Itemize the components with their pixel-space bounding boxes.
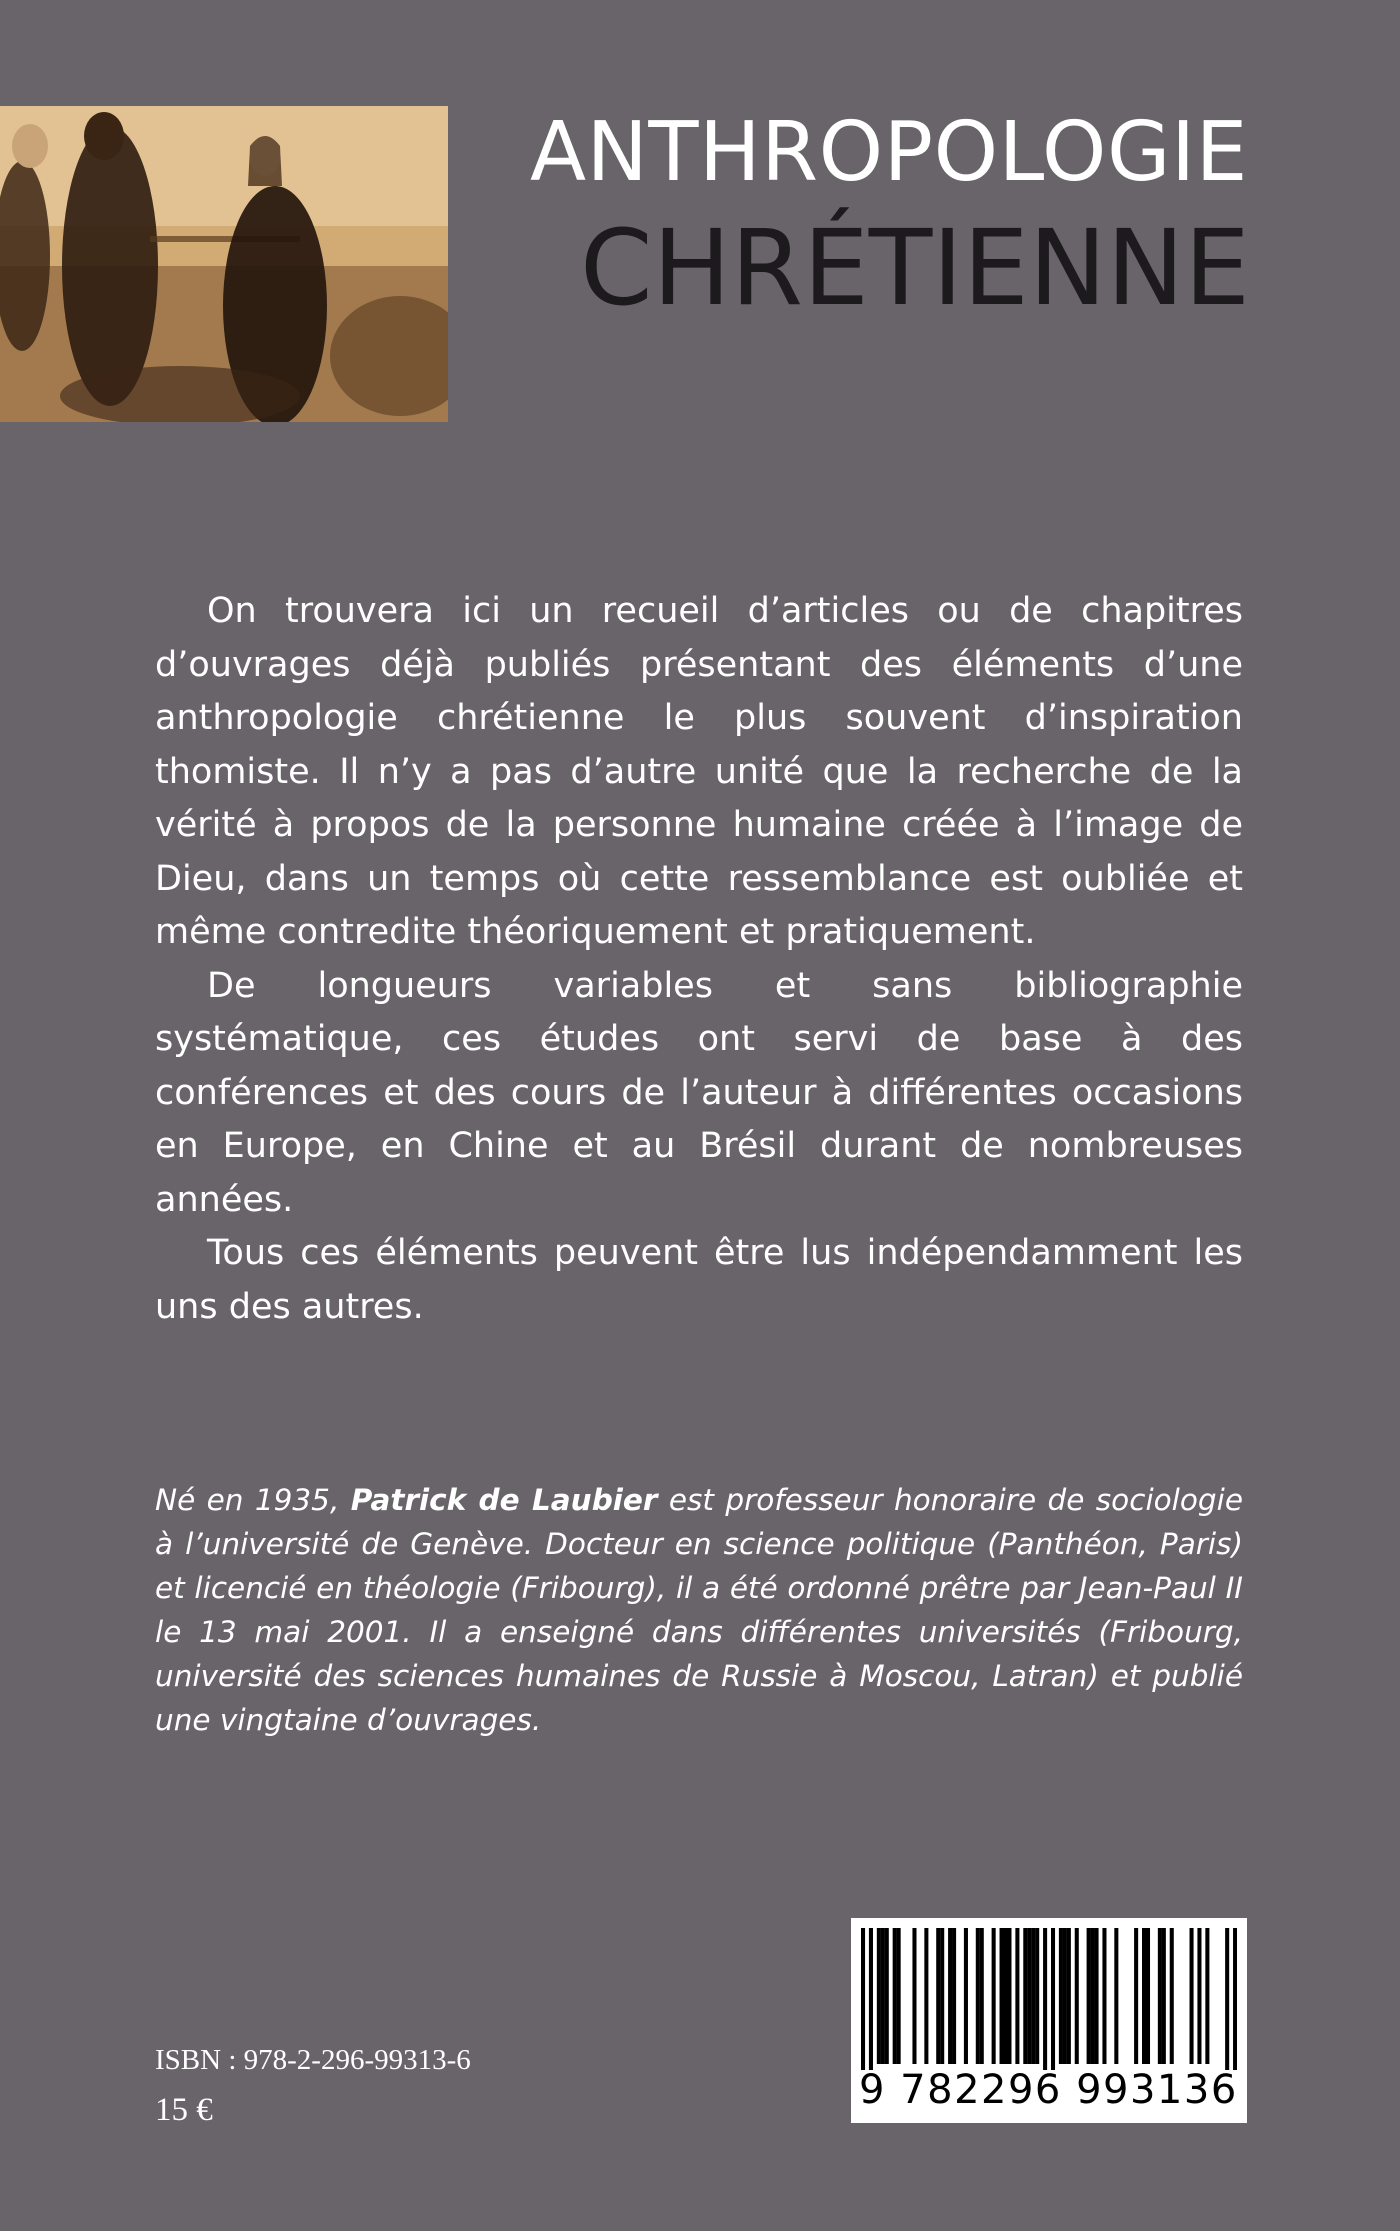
barcode-bar bbox=[1051, 1928, 1055, 2070]
barcode-bar bbox=[1075, 1928, 1079, 2064]
blurb-paragraph: On trouvera ici un recueil d’articles ou de chapitres d’ouvrages déjà publiés présentant des éléments d’une anthropologie chrétienne le plus souvent d’inspiration thomiste. Il n’y a pas d’autre unité que la recherche de la vérité à propos de la personne humaine créée à l’image de Dieu, dans un temps où cette ressemblance est oubliée et même contredite théoriquement et pratiquement. bbox=[155, 591, 1243, 952]
blurb-paragraph: Tous ces éléments peuvent être lus indépendamment les uns des autres. bbox=[155, 1233, 1243, 1327]
barcode-bar bbox=[1000, 1928, 1004, 2064]
barcode-bar bbox=[1091, 1928, 1095, 2064]
barcode-bar bbox=[1043, 1928, 1047, 2070]
barcode-bar bbox=[869, 1928, 873, 2070]
barcode-bar bbox=[1003, 1928, 1007, 2064]
barcode-bar bbox=[1063, 1928, 1067, 2064]
barcode-bar bbox=[1205, 1928, 1209, 2064]
barcode-bar bbox=[980, 1928, 984, 2064]
barcode-bar bbox=[1027, 1928, 1031, 2064]
barcode-bar bbox=[992, 1928, 996, 2064]
barcode-bar bbox=[881, 1928, 885, 2064]
barcode-bar bbox=[940, 1928, 944, 2064]
barcode-bar bbox=[1015, 1928, 1019, 2064]
isbn-text: ISBN : 978-2-296-99313-6 bbox=[155, 2044, 471, 2076]
barcode-bar bbox=[1142, 1928, 1146, 2064]
barcode-bar bbox=[1007, 1928, 1011, 2064]
barcode-bar bbox=[1114, 1928, 1118, 2064]
barcode-bar bbox=[1225, 1928, 1229, 2070]
barcode-bar bbox=[1031, 1928, 1035, 2064]
barcode-bar bbox=[1067, 1928, 1071, 2064]
barcode-bar bbox=[948, 1928, 952, 2064]
barcode-bar bbox=[861, 1928, 865, 2070]
barcode-bar bbox=[976, 1928, 980, 2064]
barcode-bar bbox=[1170, 1928, 1174, 2064]
barcode-bar bbox=[1146, 1928, 1150, 2064]
barcode-bar bbox=[936, 1928, 940, 2064]
bio-text: est professeur honoraire de sociologie à l’université de Genève. Docteur en science politique (Panthéon, Paris) et licencié en théologie (Fribourg), il a été ordonné prêtre par Jean-Paul II le 13 mai 2001. Il a enseigné dans différentes universités (Fribourg, université des sciences humaines de Russie à Moscou, Latran) et publié une vingtaine d’ouvrages. bbox=[155, 1483, 1243, 1737]
book-title-line-2: CHRÉTIENNE bbox=[579, 207, 1250, 329]
author-name: Patrick de Laubier bbox=[350, 1483, 658, 1517]
blurb-paragraph: De longueurs variables et sans bibliographie systématique, ces études ont servi de base à des conférences et des cours de l’auteur à différentes occasions en Europe, en Chine et au Brésil durant de nombreuses années. bbox=[155, 965, 1243, 1220]
author-bio bbox=[155, 1478, 1243, 1742]
book-blurb bbox=[155, 585, 1243, 1334]
barcode-bar bbox=[952, 1928, 956, 2064]
barcode-bar bbox=[897, 1928, 901, 2064]
barcode-bar bbox=[893, 1928, 897, 2064]
barcode bbox=[851, 1918, 1247, 2123]
barcode-bar bbox=[1035, 1928, 1039, 2064]
barcode-bar bbox=[912, 1928, 916, 2064]
barcode-bar bbox=[1190, 1928, 1194, 2064]
barcode-bar bbox=[1059, 1928, 1063, 2064]
barcode-bars bbox=[861, 1928, 1237, 2070]
barcode-bar bbox=[964, 1928, 968, 2064]
barcode-bar bbox=[1023, 1928, 1027, 2064]
barcode-bar bbox=[1087, 1928, 1091, 2064]
barcode-bar bbox=[1134, 1928, 1138, 2064]
cover-photo bbox=[0, 106, 448, 422]
barcode-bar bbox=[1233, 1928, 1237, 2070]
barcode-bar bbox=[1158, 1928, 1162, 2064]
barcode-bar bbox=[1095, 1928, 1099, 2064]
barcode-bar bbox=[1197, 1928, 1201, 2064]
barcode-bar bbox=[1162, 1928, 1166, 2064]
barcode-digits: 9 782296 993136 bbox=[859, 2067, 1238, 2113]
book-title-line-1: ANTHROPOLOGIE bbox=[529, 105, 1248, 200]
barcode-bar bbox=[877, 1928, 881, 2064]
bio-intro: Né en 1935, bbox=[155, 1483, 351, 1517]
barcode-bar bbox=[885, 1928, 889, 2064]
barcode-bar bbox=[924, 1928, 928, 2064]
barcode-bar bbox=[1102, 1928, 1106, 2064]
price: 15 € bbox=[155, 2092, 213, 2128]
